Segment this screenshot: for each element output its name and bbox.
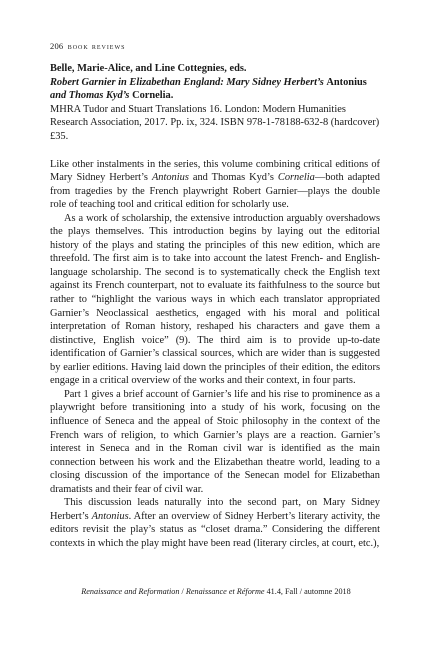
journal-title-fr: Renaissance et Réforme	[185, 587, 265, 596]
paragraph-1-title-antonius: Antonius	[151, 172, 189, 184]
book-title-end: .	[170, 90, 174, 102]
book-citation	[50, 62, 380, 144]
paragraph-4-text-c: . After an overview of Sidney Herbert’s literary activity, the editors revisit the play’s status as “closet drama.” Considering the different contexts in which the play might have been read (literary circles, at court, etc.),	[50, 510, 380, 549]
page-number: 206	[50, 41, 64, 51]
book-title-cornelia: Cornelia	[132, 90, 171, 102]
paragraph-1-text-e: —both adapted from tragedies by the French playwright Robert Garnier—plays the double role of teaching tool and critical edition for scholarly use.	[50, 172, 380, 211]
review-body	[50, 158, 380, 551]
book-title-antonius: Antonius	[326, 76, 367, 88]
paragraph-4	[50, 496, 380, 550]
book-authors: Belle, Marie-Alice, and Line Cottegnies, eds.	[50, 63, 247, 74]
paragraph-1-text-a: Like other instalments in the series, this volume combining critical editions of Mary Sidney Herbert’s	[50, 158, 380, 184]
journal-issue: 41.4, Fall / automne 2018	[264, 587, 351, 596]
paragraph-1	[50, 158, 380, 212]
section-title: book reviews	[67, 41, 126, 51]
running-head	[50, 40, 380, 52]
page	[50, 40, 380, 550]
publication-details: MHRA Tudor and Stuart Translations 16. London: Modern Humanities Research Association, 2017. Pp. ix, 324. ISBN 978-1-78188-632-8 (hardcover) £35.	[50, 103, 380, 142]
book-title-part2: and Thomas Kyd’s	[50, 90, 133, 102]
paragraph-2: As a work of scholarship, the extensive introduction arguably overshadows the plays themselves. This introduction begins by laying out the editorial history of the plays and stating the principles of this new edition, which are threefold. The first aim is to take into account the latest French- and English-language scholarship. The second is to systematically check the English text against its French counterpart, not to evaluate its faithfulness to the source but rather to “highlight the various ways in which each translator appropriated Garnier’s Neoclassical aesthetics, engaged with his moral and political interpretation of Roman history, reshaped his characters and gave them a distinctive, English voice” (9). The third aim is to provide up-to-date identification of Garnier’s classical sources, which are wider than is suggested by earlier editions. Having laid down the principles of their edition, the editors engage in a critical overview of the works and their context, in four parts.	[50, 212, 380, 387]
journal-title-en: Renaissance and Reformation	[81, 587, 180, 596]
page-footer	[0, 586, 432, 597]
paragraph-1-title-cornelia: Cornelia	[277, 172, 315, 184]
journal-separator: /	[179, 587, 186, 596]
paragraph-3: Part 1 gives a brief account of Garnier’s life and his rise to prominence as a playwright before transitioning into a study of his work, focusing on the influence of Seneca and the appeal of Stoic philosophy in the context of the French wars of religion, to which Garnier’s plays are a reaction. Garnier’s interest in Seneca and in the Roman civil war is identified as the main connection between his work and the Elizabethan theatre world, leading to a closing discussion of the importance of the Senecan model for Elizabethan dramatists and their fear of civil war.	[50, 388, 380, 495]
paragraph-4-text-a: This discussion leads naturally into the second part, on Mary Sidney Herbert’s	[50, 497, 380, 522]
paragraph-4-title-antonius: Antonius	[91, 510, 129, 522]
paragraph-1-text-c: and Thomas Kyd’s	[188, 172, 278, 184]
book-title	[50, 76, 380, 103]
book-title-part1: Robert Garnier in Elizabethan England: Mary Sidney Herbert’s	[50, 76, 327, 88]
